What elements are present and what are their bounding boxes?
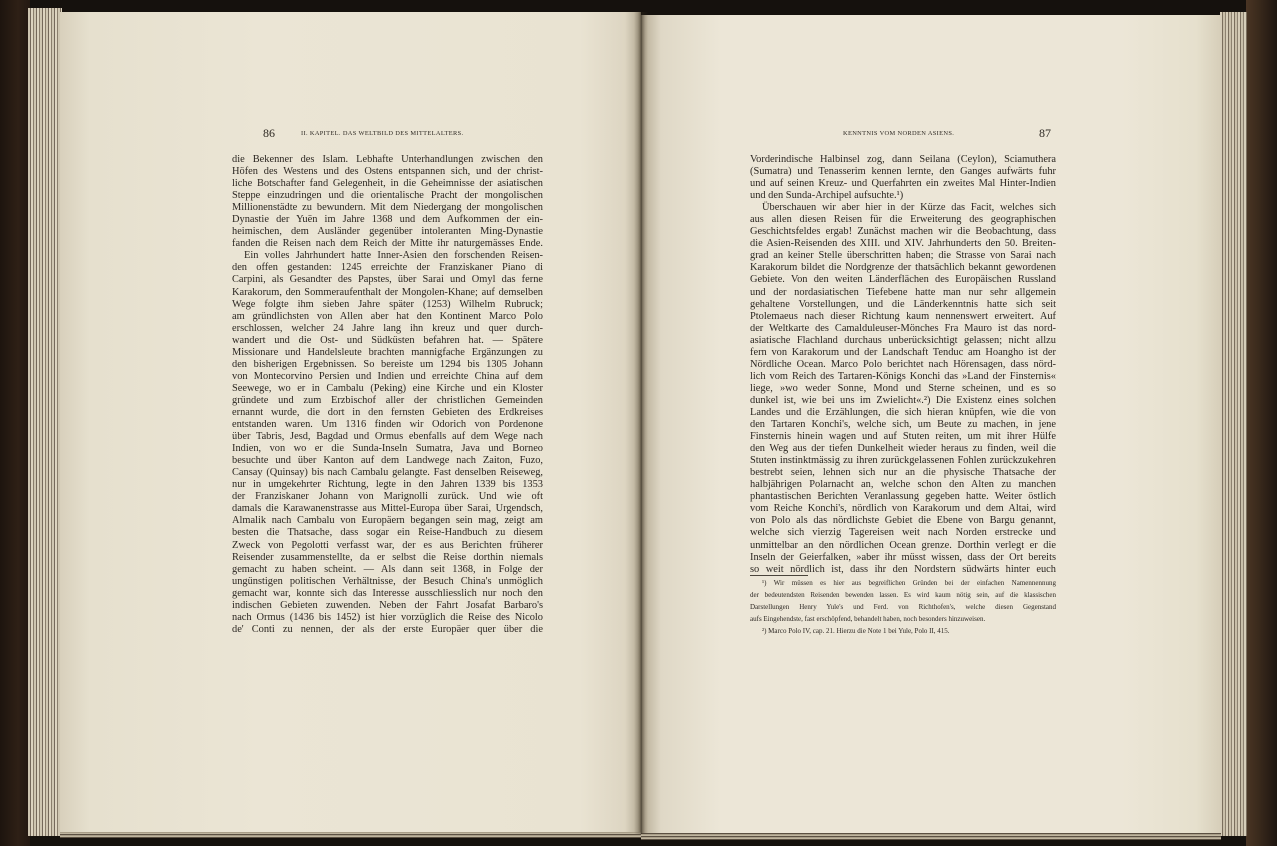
text-line: unmittelbar an den nördlichen Ocean grenze. Dorthin verlegt er die <box>750 539 1056 551</box>
text-line: von Polo als das nördlichste Gebiet die Ebene von Bargu genannt, <box>750 515 1056 527</box>
text-line: den Weg aus der tiefen Dunkelheit wieder heraus zu finden, weil die <box>750 443 1056 455</box>
text-line: fanden die Reisen nach dem Reich der Mitte ihr naturgemässes Ende. <box>232 238 543 250</box>
text-line: lich vom Reich des Tartaren-Königs Konchi das »Land der Finsternis« <box>750 370 1056 382</box>
text-line: gründete und zum Erzbischof aller der christlichen Gemeinden <box>232 394 543 406</box>
text-line: Carpini, als Gesandter des Papstes, über Sarai und Omyl das ferne <box>232 274 543 286</box>
text-line: de' Conti zu nennen, der als der erste Europäer quer über die <box>232 623 543 635</box>
text-line: aus allen diesen Reisen für die Erweiterung des geographischen <box>750 214 1056 226</box>
text-line: (Sumatra) und Tenasserim kennen lernte, den Ganges aufwärts fuhr <box>750 166 1056 178</box>
text-line: nur in umgekehrter Richtung, legte in den Jahren 1339 bis 1353 <box>232 479 543 491</box>
text-line: Nördliche Ocean. Marco Polo berichtet nach Hörensagen, dass nörd- <box>750 358 1056 370</box>
text-line: Überschauen wir aber hier in der Kürze das Facit, welches sich <box>762 202 1056 214</box>
text-line: asiatische Flachland durchaus unberücksichtigt gelassen; nicht allzu <box>750 334 1056 346</box>
footnote-line: ²) Marco Polo IV, cap. 21. Hierzu die Note 1 bei Yule, Polo II, 415. <box>762 627 950 635</box>
text-line: besten die Thatsache, dass sogar ein Reise-Handbuch zu diesem <box>232 527 543 539</box>
text-line: und auf seinen Kreuz- und Querfahrten ein zweites Mal Hinter-Indien <box>750 178 1056 190</box>
text-line: der Weltkarte des Camalduleuser-Mönches Fra Mauro ist das nord- <box>750 322 1056 334</box>
text-line: Millionenstädte zu bewundern. Mit dem Niedergang der mongolischen <box>232 202 543 214</box>
page-edges-bottom-right <box>641 832 1221 840</box>
right-body-text <box>750 154 1056 576</box>
text-line: Zweck von Pegolotti verfasst war, der es aus Berichten früherer <box>232 539 543 551</box>
text-line: der Franziskaner Johann von Marignolli zurück. Und wie oft <box>232 491 543 503</box>
text-line: entstanden waren. Um 1316 finden wir Odorich von Pordenone <box>232 419 543 431</box>
text-line: von Montecorvino Persien und Indien und erreichte China auf dem <box>232 370 543 382</box>
text-line: Karakorum bildet die Nordgrenze der thatsächlich bekannt gewordenen <box>750 262 1056 274</box>
text-line: Cansay (Quinsay) bis nach Cambalu gelangte. Fast denselben Reiseweg, <box>232 467 543 479</box>
text-line: Seewege, wo er in Cambalu (Peking) eine Kirche und ein Kloster <box>232 382 543 394</box>
page-edges-right <box>1220 12 1247 836</box>
text-line: bestrebt seien, lehnen sich nur an die physische Thatsache der <box>750 467 1056 479</box>
text-line: gehaltene Vorstellungen, und die Länderkenntnis hatte sich seit <box>750 298 1056 310</box>
text-line: welche sich vierzig Tagereisen weit nach Norden erstrecke und <box>750 527 1056 539</box>
text-line: Karakorum, den Sommeraufenthalt der Mongolen-Khane; auf demselben <box>232 286 543 298</box>
text-line: Gebiete. Von den weiten Länderflächen des Europäischen Russland <box>750 274 1056 286</box>
text-line: gemacht zu haben scheint. — Als dann seit 1368, in Folge der <box>232 563 543 575</box>
text-line: Missionare und Handelsleute brachten mannigfache Ergänzungen zu <box>232 346 543 358</box>
left-body-text <box>232 154 543 636</box>
page-number-left: 86 <box>263 126 275 140</box>
text-line: die Bekenner des Islam. Lebhafte Unterhandlungen zwischen den <box>232 154 543 165</box>
book-cover-left <box>0 0 30 846</box>
text-line: Stuten instinktmässig zu ihren zurückgelassenen Fohlen zurückzukehren <box>750 455 1056 467</box>
text-line: phantastischen Berichten Veranlassung gegeben hatte. Weiter östlich <box>750 491 1056 503</box>
text-line: am gründlichsten von Allen aber hat den Kontinent Marco Polo <box>232 310 543 322</box>
text-line: ernannt wurde, die dort in den fernsten Gebieten des Erdkreises <box>232 406 543 418</box>
text-line: Geschichtsfeldes ergab! Zunächst machen wir die Beobachtung, dass <box>750 226 1056 238</box>
text-line: liege, »wo weder Sonne, Mond und Sterne scheinen, und es so <box>750 382 1056 394</box>
text-line: über Tabris, Jesd, Bagdad und Ormus ebenfalls auf dem Wege nach <box>232 431 543 443</box>
text-line: liche Botschafter fand Gelegenheit, in die Geheimnisse der asiatischen <box>232 178 543 190</box>
text-line: wandert und die Ost- und Südküsten befahren hat. — Spätere <box>232 334 543 346</box>
text-line: erschlossen, welcher 24 Jahre lang ihn kreuz und quer durch- <box>232 322 543 334</box>
text-line: nach Ormus (1436 bis 1452) ist hier vorzüglich die Reise des Nicolo <box>232 611 543 623</box>
text-line: Landes und die Erzählungen, die sich hieran knüpfen, wie die von <box>750 406 1056 418</box>
footnote-line: Darstellungen Henry Yule's und Ferd. von Richthofen's, welche diesen Gegenstand <box>750 603 1056 611</box>
book-cover-right <box>1246 0 1277 846</box>
text-line: Indien, von wo er die Sunda-Inseln Sumatra, Java und Borneo <box>232 443 543 455</box>
text-line: grad an keiner Stelle überschritten haben; die Strasse von Sarai nach <box>750 250 1056 262</box>
footnote-rule <box>750 575 808 576</box>
text-line: Inseln der Geierfalken, »aber ihr müsst wissen, dass der Ort bereits <box>750 551 1056 563</box>
text-line: die Asien-Reisenden des XIII. und XIV. Jahrhunderts den 50. Breiten- <box>750 238 1056 250</box>
text-line: Reisender zusammenstellte, da er selbst die Reise dorthin niemals <box>232 551 543 563</box>
text-line: und der nordasiatischen Tiefebene hatte man nur sehr allgemein <box>750 286 1056 298</box>
text-line: besuchte und über Kanton auf dem Landwege nach Zaiton, Fuzo, <box>232 455 543 467</box>
page-edges-left <box>28 8 62 836</box>
text-line: fern von Karakorum und der Landschaft Tenduc am Hoangho ist der <box>750 346 1056 358</box>
text-line: vom Reiche Konchi's, nördlich von Karakorum und dem Altai, wird <box>750 503 1056 515</box>
text-line: Steppe einzudringen und die orientalische Pracht der mongolischen <box>232 190 543 202</box>
text-line: Ein volles Jahrhundert hatte Inner-Asien den forschenden Reisen- <box>244 250 543 262</box>
running-head-right: KENNTNIS VOM NORDEN ASIENS. <box>843 130 955 137</box>
text-line: Almalik nach Cambalu von Europäern begangen sein mag, zeigt am <box>232 515 543 527</box>
footnote-line: ¹) Wir müssen es hier aus begreiflichen Gründen bei der einfachen Namennennung <box>762 579 1056 587</box>
text-line: ungünstigen politischen Verhältnisse, der Besuch China's unmöglich <box>232 575 543 587</box>
text-line: halbjährigen Polarnacht an, welche schon den Alten zu manchen <box>750 479 1056 491</box>
running-head-left: II. KAPITEL. DAS WELTBILD DES MITTELALTERS. <box>301 130 464 137</box>
footnote-line: aufs Eingehendste, fast erschöpfend, behandelt haben, noch besonders hinzuweisen. <box>750 615 986 623</box>
text-line: damals die Karawanenstrasse aus Mittel-Europa über Sarai, Urgendsch, <box>232 503 543 515</box>
text-line: Ptolemaeus nach dieser Richtung kaum nennenswert erweitert. Auf <box>750 310 1056 322</box>
text-line: den offen gestanden: 1245 erreichte der Franziskaner Piano di <box>232 262 543 274</box>
footnote-line: der bedeutendsten Reisenden bewenden lassen. Es wird kaum nötig sein, auf die klassischen <box>750 591 1056 599</box>
text-line: dunkel ist, wie bei uns im Zwielicht«.²) Die Existenz eines solchen <box>750 394 1056 406</box>
text-line: so weit nördlich ist, dass ihr den Nordstern südwärts hinter euch <box>750 563 1056 575</box>
text-line: den bisherigen Ergebnissen. So bereiste um 1294 bis 1305 Johann <box>232 358 543 370</box>
text-line: Vorderindische Halbinsel zog, dann Seilana (Ceylon), Sciamuthera <box>750 154 1056 165</box>
page-number-right: 87 <box>1039 126 1051 140</box>
text-line: gemacht war, konnte sich das Interesse ausschliesslich nur noch den <box>232 587 543 599</box>
book-gutter <box>634 12 648 834</box>
text-line: Dynastie der Yuën im Jahre 1368 und dem Aufkommen der ein- <box>232 214 543 226</box>
text-line: Wege folgte ihm sieben Jahre später (1253) Wilhelm Rubruck; <box>232 298 543 310</box>
text-line: den Tartaren Konchi's, welche sich, um Beute zu machen, in jene <box>750 419 1056 431</box>
text-line: indischen Gebieten zuwenden. Neben der Fahrt Josafat Barbaro's <box>232 599 543 611</box>
footnotes <box>750 577 1056 637</box>
text-line: Höfen des Westens und des Ostens entspannen sich, und der christ- <box>232 166 543 178</box>
text-line: und den Sunda-Archipel aufsuchte.¹) <box>750 190 904 202</box>
text-line: heimischen, dem Ausländer gegenüber intoleranten Ming-Dynastie <box>232 226 543 238</box>
text-line: Finsternis hinein wagen und auf Stuten reiten, um mit ihrer Hülfe <box>750 431 1056 443</box>
